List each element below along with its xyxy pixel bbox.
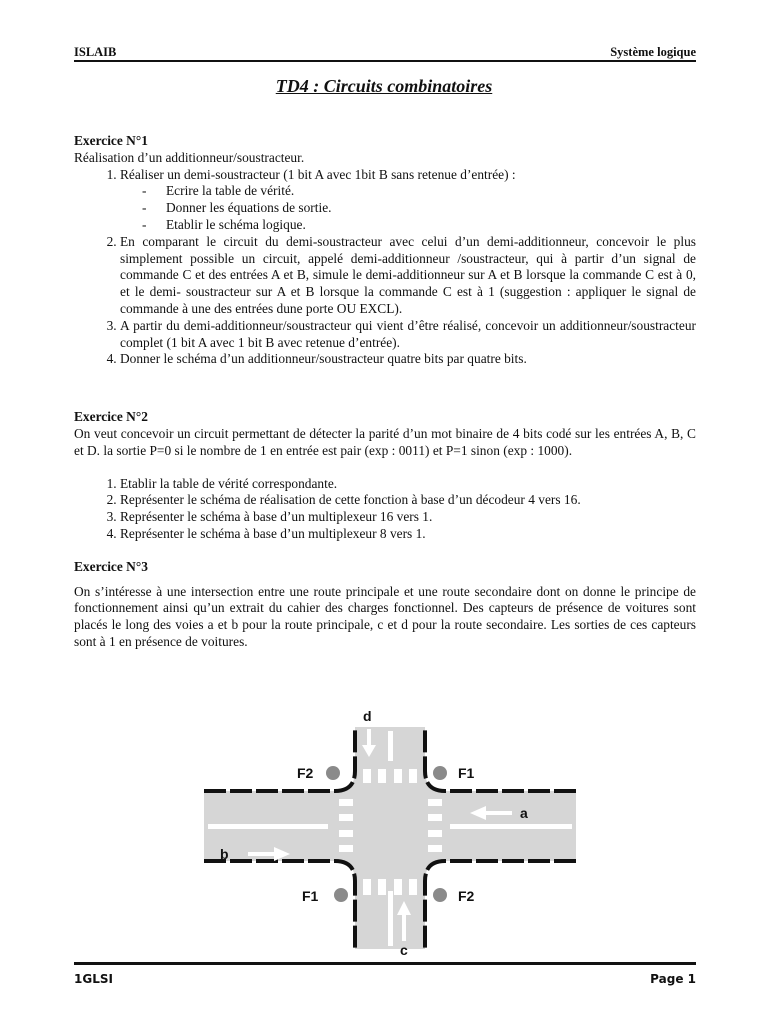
- page-header: [74, 42, 696, 62]
- exercise-2-item-4: 4. Représenter le schéma à base d’un multiplexeur 8 vers 1.: [120, 526, 696, 543]
- exercise-2-item-3: 3. Représenter le schéma à base d’un multiplexeur 16 vers 1.: [120, 509, 696, 526]
- traffic-light-f2-bottom-icon: [433, 888, 447, 902]
- label-f1-bottom: F1: [302, 888, 319, 904]
- traffic-light-f1-top-icon: [433, 766, 447, 780]
- exercise-1-title: Exercice N°1: [74, 133, 148, 148]
- label-c: c: [400, 942, 408, 958]
- exercise-1-subitem: - Etablir le schéma logique.: [142, 217, 696, 234]
- traffic-light-f2-top-icon: [326, 766, 340, 780]
- label-f2-bottom: F2: [458, 888, 475, 904]
- intersection-svg: [200, 703, 580, 963]
- document-body: [74, 133, 696, 651]
- page-title-text: TD4 : Circuits combinatoires: [275, 76, 493, 96]
- header-school: ISLAIB: [74, 45, 117, 59]
- header-subject: Système logique: [610, 45, 696, 59]
- footer-page-number: Page 1: [650, 972, 696, 986]
- exercise-2-title: Exercice N°2: [74, 409, 148, 425]
- label-f2-top: F2: [297, 765, 314, 781]
- label-b: b: [220, 846, 229, 862]
- exercise-1-item-4: 4. Donner le schéma d’un additionneur/soustracteur quatre bits par quatre bits.: [120, 351, 696, 368]
- exercise-1-item-2: 2. En comparant le circuit du demi-soustracteur avec celui d’un demi-additionneur, concevoir le plus simplement possible un circuit, appelé demi-additionneur /soustracteur, qui à partir d’un signal de commande C et des entrées A et B, simule le demi-additionneur sur A et B lorsque la commande C est à 0, et le demi- soustracteur sur A et B lorsque la commande C est à 1 (suggestion : appliquer le signal de commande à une des entrées dune porte OU EXCL).: [120, 234, 696, 318]
- intersection-diagram: [200, 703, 580, 963]
- exercise-1-list: [74, 167, 696, 369]
- exercise-1-subitem: - Ecrire la table de vérité.: [142, 183, 696, 200]
- exercise-2-list: [74, 476, 696, 543]
- exercise-2-item-1: 1. Etablir la table de vérité correspondante.: [120, 476, 696, 493]
- label-f1-top: F1: [458, 765, 475, 781]
- exercise-1-item-1-text: Réaliser un demi-soustracteur (1 bit A avec 1bit B sans retenue d’entrée) :: [120, 166, 516, 182]
- traffic-light-f1-bottom-icon: [334, 888, 348, 902]
- label-d: d: [363, 708, 372, 724]
- exercise-3-title: Exercice N°3: [74, 558, 148, 574]
- footer-class: 1GLSI: [74, 972, 113, 986]
- exercise-1-subitem: - Donner les équations de sortie.: [142, 200, 696, 217]
- page-title: [0, 78, 768, 95]
- exercise-1-sublist: [120, 183, 696, 233]
- exercise-3-intro: On s’intéresse à une intersection entre une route principale et une route secondaire dont on donne le principe de fonctionnement ainsi qu’un extrait du cahier des charges fonctionnel. Des capteurs de présence de voitures sont placés le long des voies a et b pour la route principale, c et d pour la route secondaire. Les sorties de ces capteurs sont à 1 en présence de voitures.: [74, 583, 696, 649]
- exercise-1-item-1: [120, 167, 696, 234]
- exercise-2-item-2: 2. Représenter le schéma de réalisation de cette fonction à base d’un décodeur 4 vers 16.: [120, 492, 696, 509]
- exercise-1-item-3: 3. A partir du demi-additionneur/soustracteur qui vient d’être réalisé, concevoir un additionneur/soustracteur complet (1 bit A avec 1 bit B avec retenue d’entrée).: [120, 318, 696, 352]
- exercise-2-intro: On veut concevoir un circuit permettant de détecter la parité d’un mot binaire de 4 bits codé sur les entrées A, B, C et D. la sortie P=0 si le nombre de 1 en entrée est pair (exp : 0011) et P=1 sinon (exp : 1000).: [74, 425, 696, 458]
- page-footer: [74, 962, 696, 986]
- label-a: a: [520, 805, 528, 821]
- exercise-1-intro: Réalisation d’un additionneur/soustracteur.: [74, 149, 305, 165]
